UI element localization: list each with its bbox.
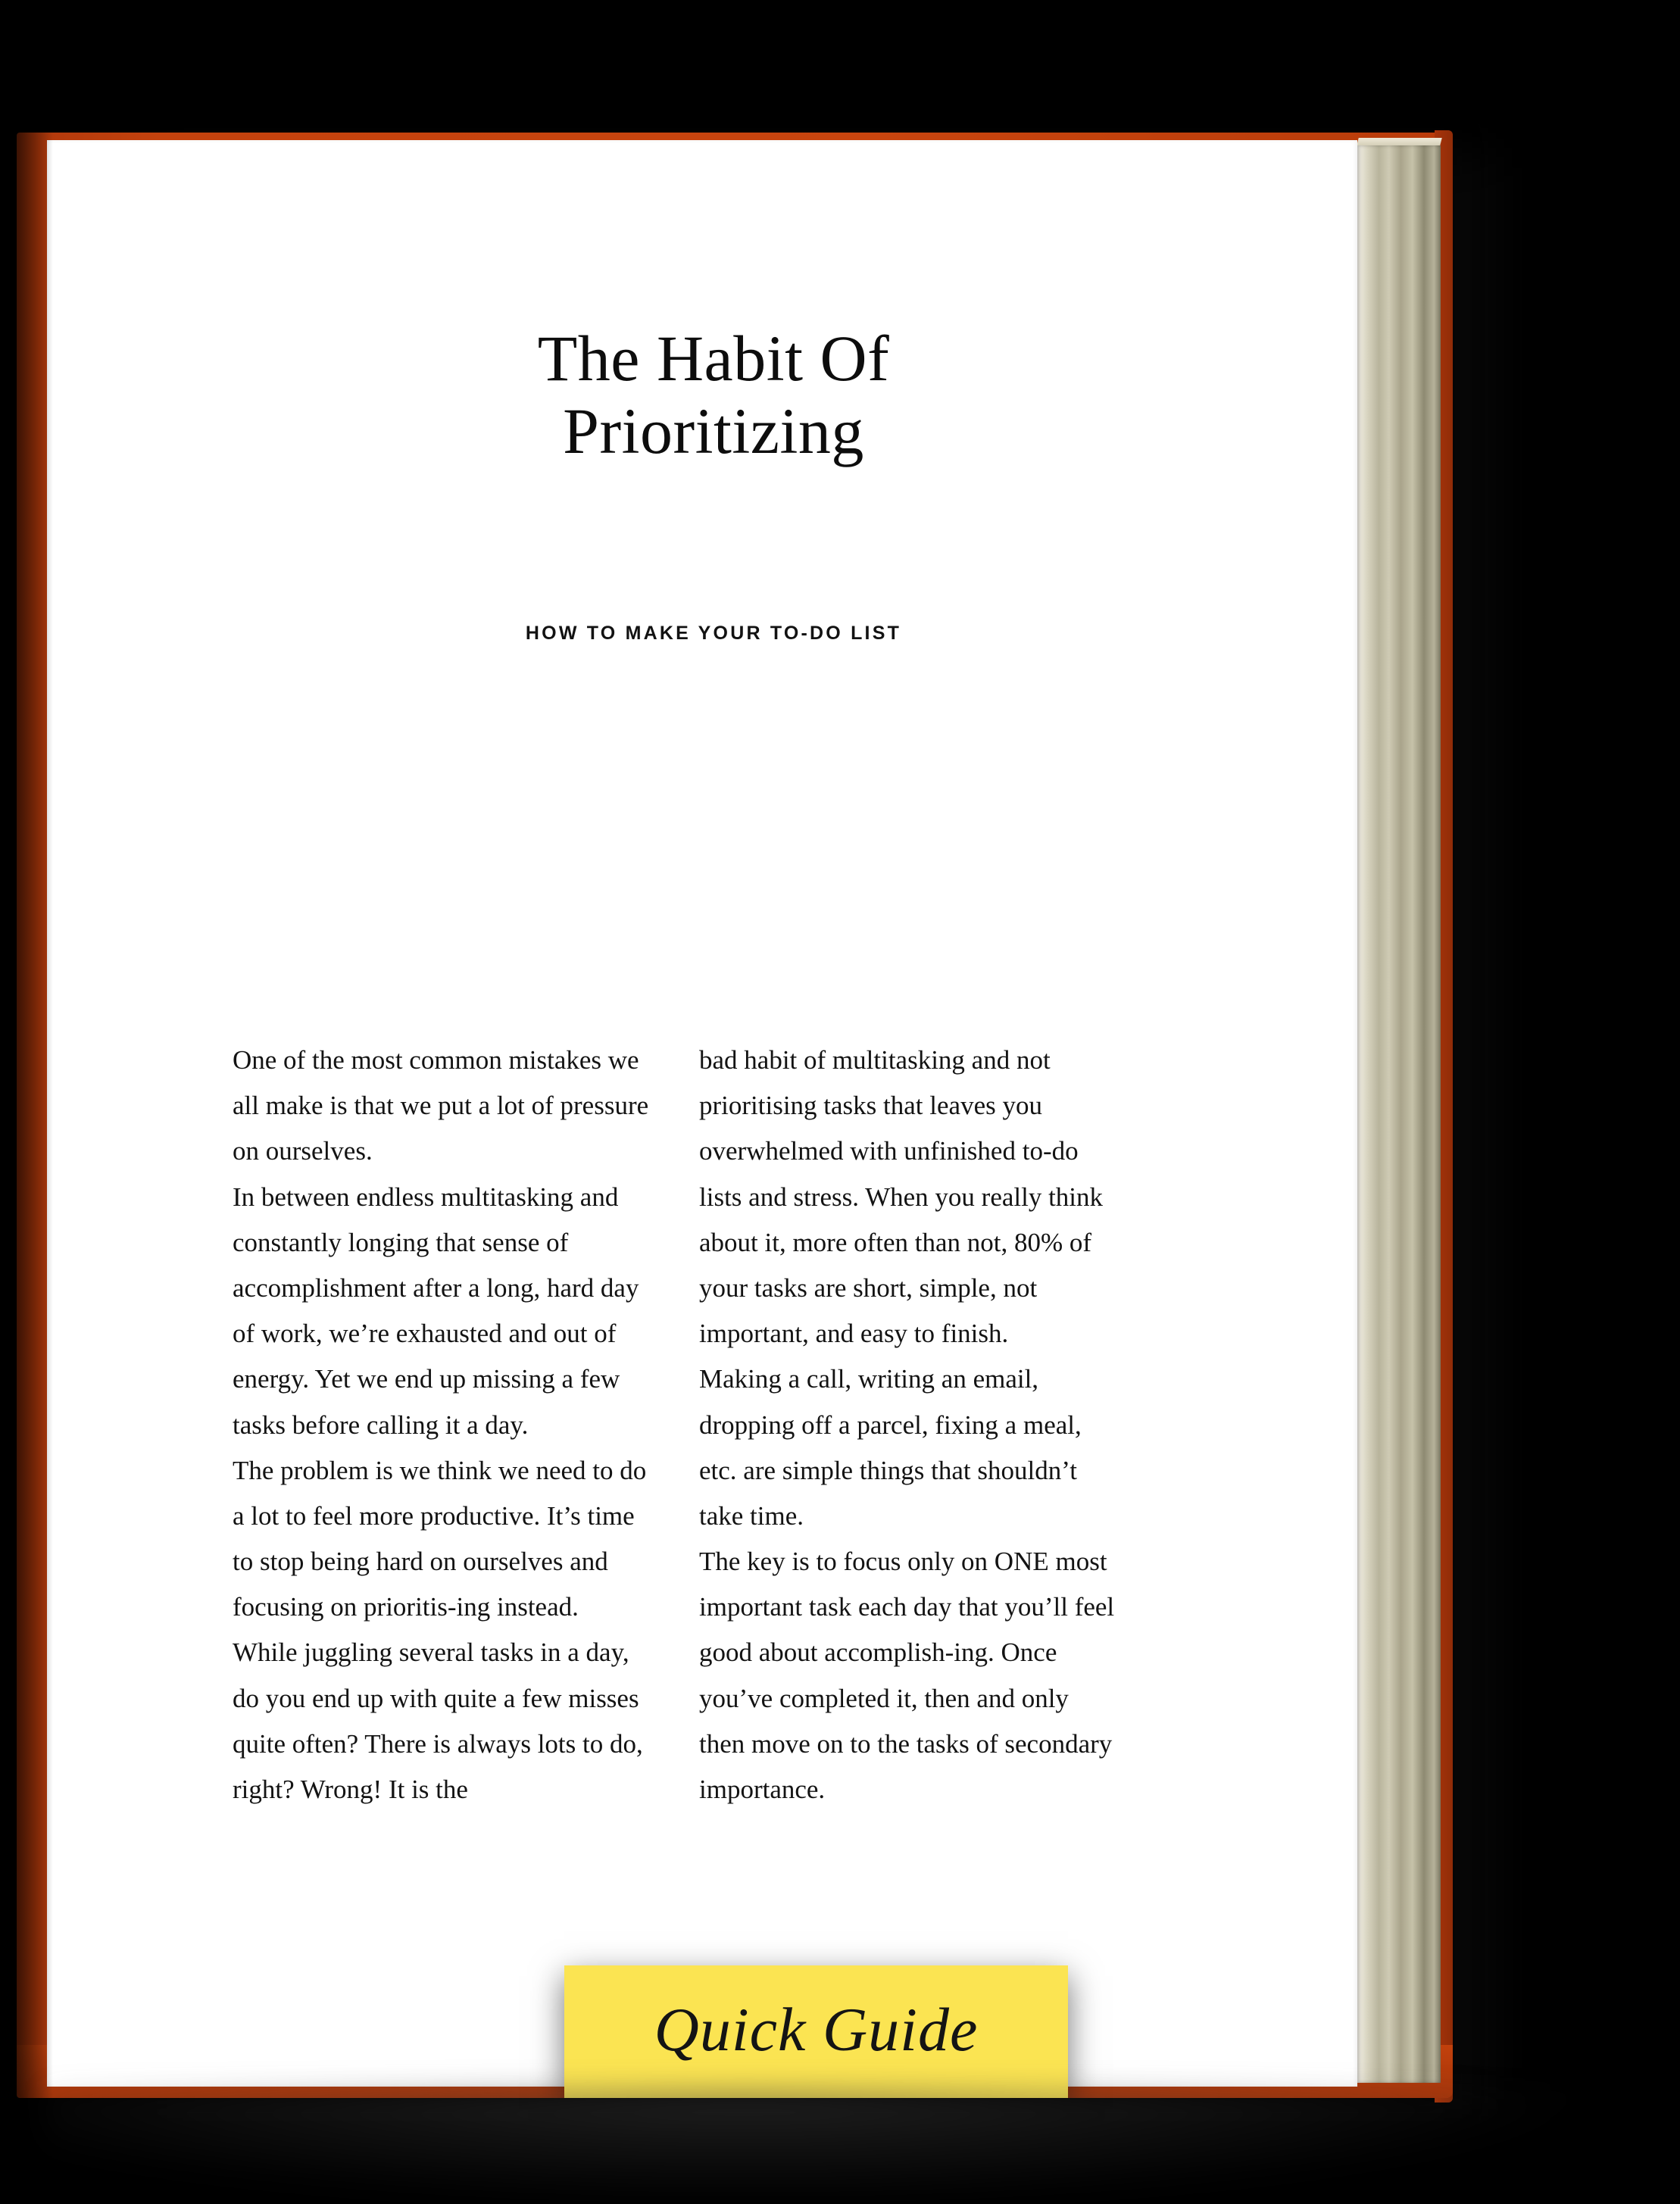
page-content	[47, 140, 1357, 2087]
paragraph: bad habit of multitasking and not prioritising tasks that leaves you overwhelmed with unfinished to-do lists and stress. When you really think about it, more often than not, 80% of your tasks are short, simple, not important, and easy to finish.	[699, 1045, 1104, 1349]
quick-guide-label: Quick Guide	[654, 1994, 979, 2064]
left-column	[233, 1038, 651, 1812]
page-subtitle: HOW TO MAKE YOUR TO-DO LIST	[525, 623, 902, 644]
page-title: The Habit Of Prioritizing	[537, 322, 890, 468]
paragraph: The problem is we think we need to do a lot to feel more productive. It’s time to stop being hard on ourselves and focusing on prioritis-ing instead.	[233, 1455, 647, 1622]
paragraph: The key is to focus only on ONE most important task each day that you’ll feel good about accomplish-ing. Once you’ve completed it, then and only then move on to the tasks of secondary importance.	[699, 1547, 1115, 1804]
quick-guide-sticker	[564, 1965, 1068, 2098]
right-column	[699, 1038, 1118, 1812]
paragraph: In between endless multitasking and constantly longing that sense of accomplishment after a long, hard day of work, we’re exhausted and out of energy. Yet we end up missing a few tasks before calling it a day.	[233, 1182, 639, 1440]
paragraph: One of the most common mistakes we all make is that we put a lot of pressure on ourselves.	[233, 1045, 649, 1166]
paragraph: While juggling several tasks in a day, do you end up with quite a few misses quite often? There is always lots to do, right? Wrong! It is the	[233, 1637, 643, 1804]
floor-shadow	[45, 2090, 1598, 2204]
spine-shadow	[0, 133, 53, 2098]
background-band	[0, 0, 1680, 133]
page-edges-stack	[1357, 145, 1441, 2083]
body-columns	[233, 1038, 1179, 1812]
paragraph: Making a call, writing an email, dropping off a parcel, fixing a meal, etc. are simple things that shouldn’t take time.	[699, 1364, 1082, 1531]
